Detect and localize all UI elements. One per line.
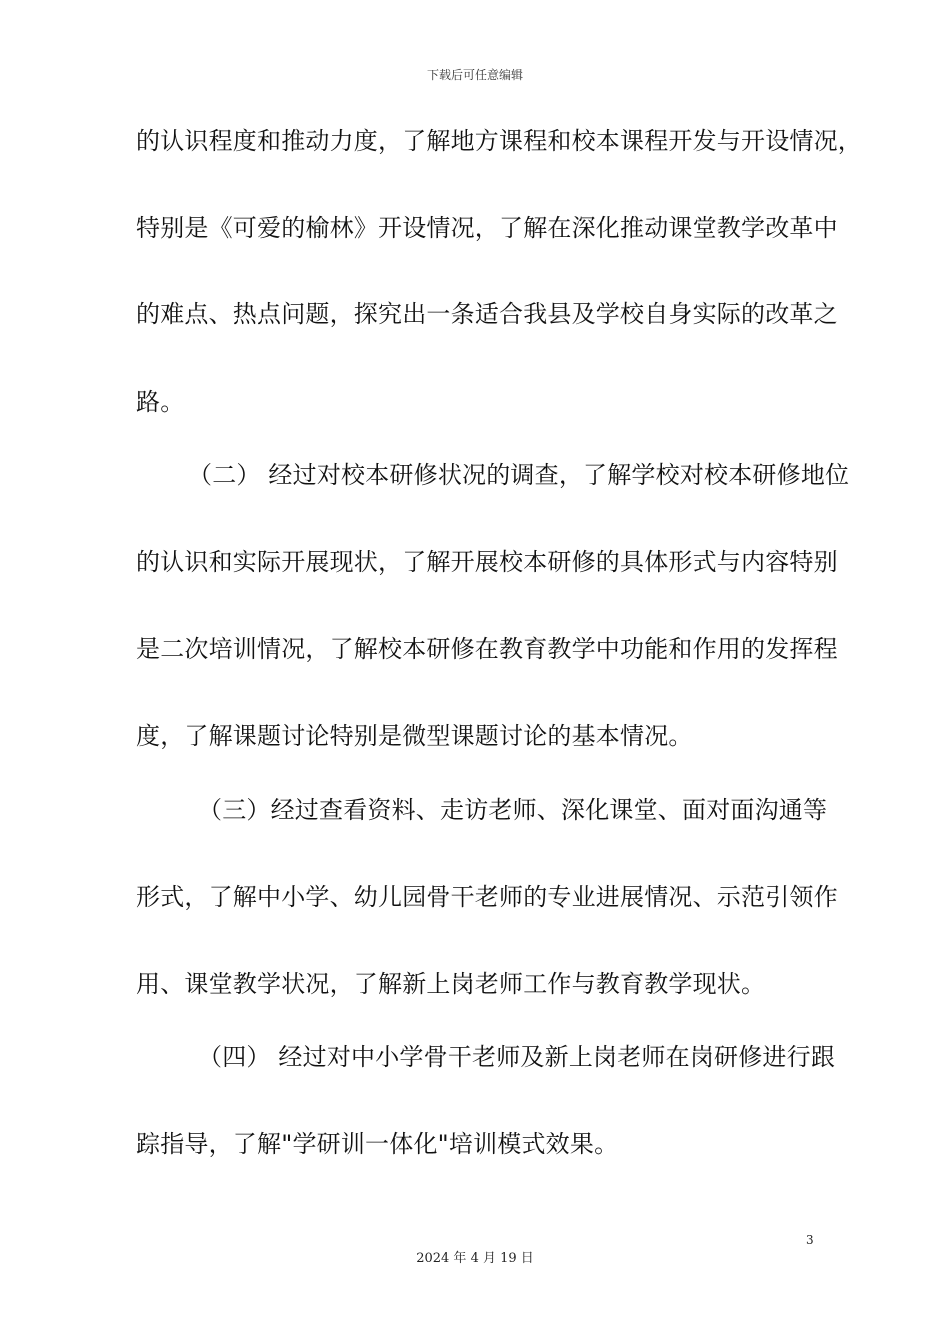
body-line-4: 路。 xyxy=(136,388,185,416)
body-line-2: 特别是《可爱的榆林》开设情况，了解在深化推动课堂教学改革中 xyxy=(136,214,838,242)
page-number: 3 xyxy=(806,1233,814,1247)
body-line-1: 的认识程度和推动力度，了解地方课程和校本课程开发与开设情况， xyxy=(136,127,862,155)
body-line-5: （二） 经过对校本研修状况的调查，了解学校对校本研修地位 xyxy=(188,461,850,489)
body-line-9: （三）经过查看资料、走访老师、深化课堂、面对面沟通等 xyxy=(198,796,828,824)
body-line-3: 的难点、热点问题，探究出一条适合我县及学校自身实际的改革之 xyxy=(136,300,838,328)
body-line-8: 度，了解课题讨论特别是微型课题讨论的基本情况。 xyxy=(136,722,693,750)
body-line-6: 的认识和实际开展现状，了解开展校本研修的具体形式与内容特别 xyxy=(136,548,838,576)
body-line-12: （四） 经过对中小学骨干老师及新上岗老师在岗研修进行跟 xyxy=(198,1043,836,1071)
body-line-11: 用、课堂教学状况，了解新上岗老师工作与教育教学现状。 xyxy=(136,970,766,998)
body-line-13: 踪指导，了解"学研训一体化"培训模式效果。 xyxy=(136,1130,619,1158)
footer-date: 2024 年 4 月 19 日 xyxy=(416,1251,534,1266)
body-line-7: 是二次培训情况，了解校本研修在教育教学中功能和作用的发挥程 xyxy=(136,635,838,663)
body-line-10: 形式，了解中小学、幼儿园骨干老师的专业进展情况、示范引领作 xyxy=(136,883,838,911)
page-header: 下载后可任意编辑 xyxy=(426,68,523,82)
